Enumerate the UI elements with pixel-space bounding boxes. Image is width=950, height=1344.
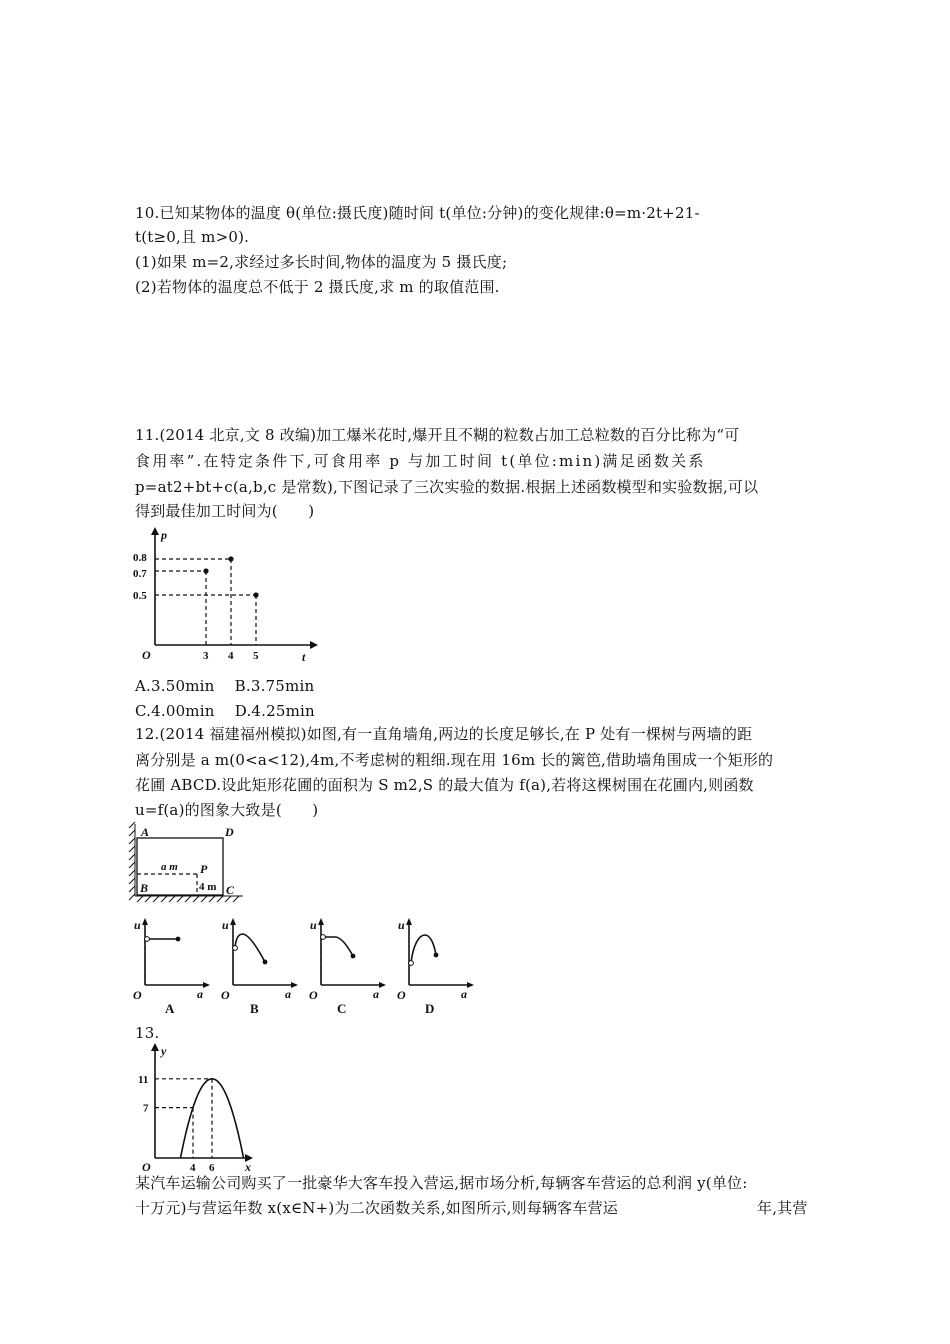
q13-origin: O (142, 1160, 151, 1174)
q13-x-label: x (245, 1160, 251, 1174)
q11-line-4: 得到最佳加工时间为( ) (135, 502, 315, 520)
q11-y-tick-0.5: 0.5 (133, 590, 147, 602)
q12-graph-D-caption: D (425, 1001, 435, 1016)
q11-y-label: p (161, 528, 167, 542)
q11-x-tick-5: 5 (253, 650, 259, 662)
q12-graph-A-u-label: u (134, 918, 141, 932)
q11-x-arrow (310, 641, 318, 649)
q11-y-tick-0.7: 0.7 (133, 568, 147, 580)
q11-chart (120, 525, 330, 670)
q12-graph-B (221, 918, 298, 1016)
q13-text-line-2b: 年,其营 (757, 1199, 808, 1217)
q12-graph-A-closed-point (176, 937, 181, 942)
q12-graph-D (397, 918, 474, 1016)
q12-graph-C-u-label: u (310, 918, 317, 932)
q12-graph-A-caption: A (165, 1001, 175, 1016)
q12-graph-C-closed-point (351, 954, 356, 959)
q10-line-2: t(t≥0,且 m>0). (135, 228, 250, 246)
q12-label-P: P (200, 862, 208, 876)
q12-label-B: B (140, 881, 149, 895)
q12-graph-B-closed-point (263, 960, 268, 965)
q11-x-label: t (302, 650, 306, 664)
q12-graph-B-open-point (233, 946, 238, 951)
q12-graph-C-open-point (321, 935, 326, 940)
q11-point-0 (203, 568, 208, 573)
q12-graph-A-origin: O (133, 988, 142, 1002)
q11-x-tick-3: 3 (203, 650, 209, 662)
q13-number: 13. (135, 1024, 160, 1042)
q13-y-label: y (161, 1044, 167, 1058)
q12-graph-D-u-label: u (398, 918, 405, 932)
q12-graph-B-u-label: u (222, 918, 229, 932)
q11-point-1 (228, 556, 233, 561)
q11-line-1: 11.(2014 北京,文 8 改编)加工爆米花时,爆开且不糊的粒数占加工总粒数的百分比称为“可 (135, 426, 740, 444)
q11-options-row-1: A.3.50min B.3.75min (135, 677, 315, 695)
q11-point-2 (253, 592, 258, 597)
q12-graph-D-curve (411, 935, 436, 963)
q12-label-A: A (141, 825, 150, 839)
q12-graph-B-caption: B (250, 1001, 259, 1016)
q12-line-4: u=f(a)的图象大致是( ) (135, 801, 319, 819)
q12-option-graphs (125, 915, 470, 1015)
q12-line-1: 12.(2014 福建福州模拟)如图,有一直角墙角,两边的长度足够长,在 P 处有一棵树与两墙的距 (135, 725, 753, 743)
q12-label-4m: 4 m (199, 881, 217, 893)
q10-line-1: 10.已知某物体的温度 θ(单位:摄氏度)随时间 t(单位:分钟)的变化规律:θ=m·2t+21- (135, 204, 700, 222)
q13-parabola (181, 1079, 244, 1158)
q12-graph-C-caption: C (337, 1001, 347, 1016)
q13-y-tick-11: 11 (138, 1073, 149, 1086)
q12-graph-C (309, 918, 386, 1016)
q13-chart (125, 1040, 265, 1172)
q13-text-line-2a: 十万元)与营运年数 x(x∈N+)为二次函数关系,如图所示,则每辆客车营运 (135, 1199, 618, 1217)
q12-graph-D-a-label: a (461, 987, 467, 1001)
q12-graph-B-curve (235, 934, 265, 962)
q11-x-tick-4: 4 (228, 650, 234, 662)
q12-line-3: 花圃 ABCD.设此矩形花圃的面积为 S m2,S 的最大值为 f(a),若将这棵树围在花圃内,则函数 (135, 776, 754, 794)
q11-options-row-2: C.4.00min D.4.25min (135, 702, 315, 720)
q12-line-2: 离分别是 a m(0<a<12),4m,不考虑树的粗细.现在用 16m 长的篱笆,借助墙角围成一个矩形的 (135, 751, 774, 769)
q11-y-tick-0.8: 0.8 (133, 552, 147, 564)
q12-graph-C-origin: O (309, 988, 318, 1002)
q13-y-arrow (151, 1043, 159, 1051)
q13-x-tick-6: 6 (209, 1162, 215, 1174)
q12-graph-C-a-label: a (373, 987, 379, 1001)
q13-text-line-1: 某汽车运输公司购买了一批豪华大客车投入营运,据市场分析,每辆客车营运的总利润 y(单位: (135, 1174, 748, 1192)
q11-line-2: 食用率”.在特定条件下,可食用率 p 与加工时间 t(单位:min)满足函数关系 (135, 452, 706, 470)
q10-line-3: (1)如果 m=2,求经过多长时间,物体的温度为 5 摄氏度; (135, 253, 508, 271)
q10-line-4: (2)若物体的温度总不低于 2 摄氏度,求 m 的取值范围. (135, 278, 500, 296)
q13-x-tick-4: 4 (190, 1162, 196, 1174)
q12-wall-diagram (125, 822, 245, 907)
q11-line-3: p=at2+bt+c(a,b,c 是常数),下图记录了三次实验的数据.根据上述函数模型和实验数据,可以 (135, 478, 759, 496)
q12-graph-A-open-point (145, 937, 150, 942)
q12-graph-A (133, 918, 210, 1016)
q12-label-a-m: a m (161, 861, 178, 873)
q11-origin: O (142, 648, 151, 662)
q12-graph-B-origin: O (221, 988, 230, 1002)
q11-y-arrow (151, 527, 159, 535)
q12-graph-D-origin: O (397, 988, 406, 1002)
q12-label-C: C (226, 883, 235, 897)
q12-wall-hatch-vertical (129, 822, 135, 900)
q12-graph-A-a-label: a (197, 987, 203, 1001)
q12-graph-B-a-label: a (285, 987, 291, 1001)
q12-graph-D-open-point (409, 961, 414, 966)
q12-label-D: D (225, 825, 234, 839)
q13-y-tick-7: 7 (143, 1102, 149, 1115)
q12-graph-C-curve (323, 937, 353, 956)
q12-graph-D-closed-point (434, 953, 439, 958)
